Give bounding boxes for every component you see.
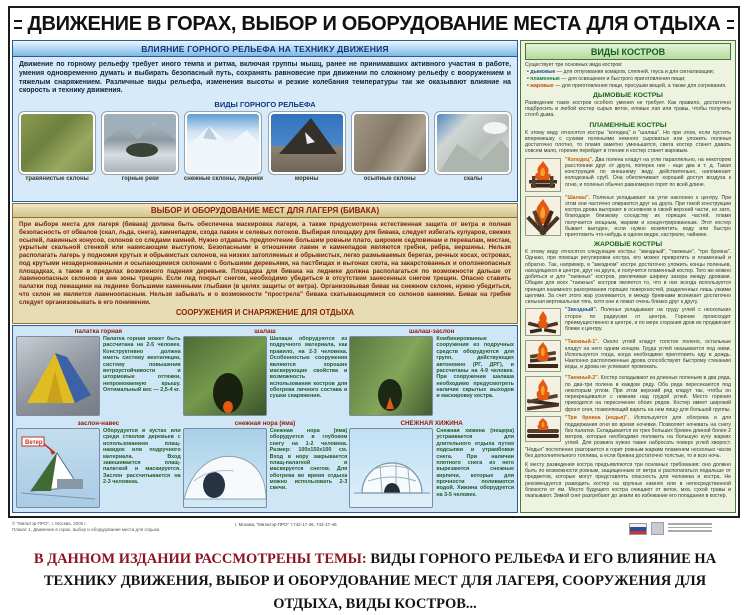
structure-hut	[183, 328, 348, 418]
scree-slopes-photo	[352, 112, 428, 174]
heat-fires-text: К этому виду относятся следующие костры: "звездный", "таежные", "три бревна". Однако, при помощи регулировки костра, его можно превратить в пламенный и обратно. Так, например, в "звездном" костре достаточно уложить концы поленьев, находящихся в центре, друг на друга, и получится пламенный костер. Того же можно добиться и для "таежных" костров, увеличивая ширину зазора между дровами. Общим для всех "таежных" костров является то, что в них всегда используется принцип взаимного разогревания горящих поверхностей, разделенных лишь узкими щелями. За счет этого жар усиливается, и между бревнами возникает достаточно сильная вертикальная тяга, хотя они и лежат очень близко друг к другу.	[525, 249, 731, 306]
fire-taiga1-item: "Таежный-1". Около углей кладут толстое полено, остальные кладут на него одним концом. Груда углей оказывается под ними. Используется тогда, когда необходимо приготовить еду в дождь. Наклонно расположенные дрова способствуют быстрому стеканию воды, и дрова не успевают промокать.	[525, 339, 731, 373]
caption-lead: В ДАННОМ ИЗДАНИИ РАССМОТРЕНЫ ТЕМЫ:	[33, 551, 367, 567]
bullet-smoke: • дымовые — для отпугивания комаров, слепней, гнуса и для сигнализации;	[527, 69, 715, 76]
fire-taiga2-item: "Таежный-2". Костер складывают из длинных поленьев в два ряда, по два-три полена в каждом ряду. Оба ряда пересекаются под некоторым углом. При этом верхний ряд кладут так, чтобы он перекрещивался с нижним над грудой углей. Место горения приходится на пересечение обоих рядов. Костер имеет широкий фронт огня, позволяющий варить на нем пищу для большой группы.	[525, 375, 731, 413]
bivouac-panel	[12, 203, 518, 324]
caption-body: ВИДЫ ГОРНОГО РЕЛЬЕФА И ЕГО ВЛИЯНИЕ НА ТЕХНИКУ ДВИЖЕНИЯ, ВЫБОР И ОБОРУДОВАНИЕ МЕСТ ДЛЯ ЛАГЕРЯ, СООРУЖЕНИЯ ДЛЯ ОТДЫХА, ВИДЫ КОСТРОВ...	[43, 551, 717, 612]
star-fire-icon	[525, 308, 561, 336]
rocks-photo	[435, 112, 511, 174]
structure-snow-burrow	[183, 420, 348, 510]
fires-header: ВИДЫ КОСТРОВ	[525, 43, 731, 60]
relief-type-scree	[350, 112, 430, 199]
structure-label: снежная нора (яма)	[234, 420, 296, 427]
bullet-flame: • пламенные — для освещения и быстрого приготовления пищи;	[527, 75, 686, 82]
russia-flag-icon	[629, 523, 647, 535]
mountain-tent-photo	[16, 336, 100, 416]
title-rule-left	[14, 20, 22, 29]
wind-label: Ветер	[25, 440, 43, 446]
structure-text: Снежная хижина (пещера) устраивается для длительного отдыха путем подсыпки и утрамбовки снега. При наличии плотного снега из него вырезаются снежные кирпичи, которые для прочности поливаются водой. Хижина оборудуется на 3-5 человек.	[436, 428, 514, 498]
photo-label: снежные склоны, ледники	[183, 176, 263, 183]
relief-intro-text: Движение по горному рельефу требует иного темпа и ритма, включая группы мышц, ранее не принимавших активного участия в работе, умения одновременно думать и выбирать безопасный путь, сохранять равновесие при движении по сложному рельефу с вооружением и тяжелым снаряжением. Различные виды рельефа, изменения высоты и резкие колебания температуры так же оказывают влияние на скорость и технику движения.	[19, 61, 511, 95]
fires-intro	[525, 62, 731, 89]
imprint-line-2: Плакат 1. Движение в горах, выбор и оборудование места для отдыха	[12, 526, 160, 532]
relief-type-rivers	[100, 112, 180, 199]
relief-panel	[12, 40, 518, 202]
structure-label: шалаш-заслон	[409, 328, 455, 335]
photo-label: осыпные склоны	[363, 176, 416, 183]
mountain-rivers-photo	[102, 112, 178, 174]
hut-screen-photo	[349, 336, 433, 416]
left-column	[12, 40, 518, 513]
photo-label: морены	[294, 176, 319, 183]
flame-fires-text: К этому виду относятся костры "колодец" и "шалаш". Но при этом, если пустить вперемешку с сухими поленьями немного сыроватых или уложить поленья достаточно плотно, то пламя заметно уменьшится, света костер станет давать совсем мало, горение перейдет в тление и костер станет жаровым.	[525, 129, 731, 155]
structure-text: Комбинированные сооружения из подручных средств оборудуются для групп, действующих автономно (РГ, ДРГ), и рассчитаны на 4-9 человек. При сооружении шалаша необходимо предусмотреть наличие скрытых выходов и маскировку костра.	[436, 336, 514, 400]
relief-type-moraine	[267, 112, 347, 199]
relief-header: ВЛИЯНИЕ ГОРНОГО РЕЛЬЕФА НА ТЕХНИКУ ДВИЖЕНИЯ	[13, 41, 517, 57]
three-logs-fire-icon	[525, 416, 561, 442]
fires-intro-line: Существует три основных вида костров:	[525, 62, 623, 68]
fire-well-item: "Колодец". Два полена кладут на угли параллельно, на некотором расстоянии друг от друга, поперек них - еще два и т. д. Такая конструкция по внешнему виду, действительно, напоминает колодезный сруб. Она обеспечивает хороший доступ воздуха к огню, и поленья обычно равномерно горят по всей длине.	[525, 157, 731, 193]
structure-snow-hut	[349, 420, 514, 510]
fires-outro: К месту разведения костра предъявляются три основных требования: оно должно быть по возможности ровным, защищенным от ветра и располагаться подальше от предметов, которые могут представлять опасность для человека и костра. Не рекомендуется разводить костер на крупных камнях или в непосредственной близости от ям. Место будущего костра очищают от веток, мха, сухой травы и окапывают. Зимой снег разгребают до земли во избежание его попадания в костер.	[525, 461, 731, 500]
fire-star-item: "Звездный". Поленья укладывают на груду углей с нескольких сторон по радиусам от центра. Горение происходит преимущественно в центре, и по мере сгорания дров их продвигают ближе к центру.	[525, 307, 731, 337]
taiga1-fire-icon	[525, 340, 561, 372]
imprint-left	[12, 521, 159, 533]
moraines-photo	[269, 112, 345, 174]
lean-to-diagram	[16, 428, 100, 508]
photo-label: скалы	[463, 176, 483, 183]
print-row	[10, 521, 740, 539]
publisher-logo-icon	[651, 522, 664, 535]
structure-text: Шалаши оборудуются из подручного материала, как правило, на 2-3 человека. Особенностью сооружения являются хорошие маскирующие свойства и возможность использования костров для обогрева личного состава и сушки снаряжения.	[269, 336, 348, 400]
bullet-heat: • жаровые — для приготовления пищи, просушки вещей, а также для согревания.	[527, 82, 727, 89]
structure-text: Оборудуется в кустах или среди стволов деревьев с использованием плащ-накидок или подручного материала. Вход завешивается плащ-палаткой и маскируется. Заслон рассчитывается на 2-3 человека.	[103, 428, 181, 485]
publisher-brand	[629, 521, 712, 535]
page-title: ДВИЖЕНИЕ В ГОРАХ, ВЫБОР И ОБОРУДОВАНИЕ МЕСТА ДЛЯ ОТДЫХА	[27, 13, 721, 35]
structure-lean-to	[16, 420, 181, 510]
bottom-caption	[15, 548, 735, 615]
grass-slopes-photo	[19, 112, 95, 174]
fires-bullet-list	[527, 69, 731, 89]
snow-slopes-photo	[185, 112, 261, 174]
relief-photo-row	[13, 110, 517, 201]
igloo-drawing	[349, 428, 433, 508]
structure-text: Палатка горная может быть рассчитана на 2-5 человек. Конструктивно должна иметь систему вентиляции, систему повышения ветроустойчивости и штормовые оттяжки, непромокаемую крышу. Оптимальный вес — 2,5-4 кг.	[103, 336, 181, 393]
photo-label: горные реки	[121, 176, 159, 183]
poster-title-row	[12, 9, 736, 40]
relief-type-grass	[17, 112, 97, 199]
imprint-line-1: © "Милитэр-ПРО", г. Москва, 2000 г.	[12, 521, 87, 526]
relief-types-header: ВИДЫ ГОРНОГО РЕЛЬЕФА	[214, 100, 316, 110]
credits-text	[668, 521, 712, 532]
structure-hut-screen	[349, 328, 514, 418]
bivouac-text: При выборе места для лагеря (бивака) должна быть обеспечена маскировка лагеря, а также предусмотрена естественная защита от ветра и полная безопасность от обвалов (скал, льда, снега), камнепадов, схода лавин и селевых потоков. Выбирая площадку для бивака, следует избегать кулуаров, свежих осыпей, лавинных конусов, склонов со следами камней. Нужно отдавать предпочтение большим ровным плато, широким седловинам и перевалам, местам, укрытым скальной стенкой или нависающим выступом. Безопасными в отношении лавин и камнепадов являются гребни, ребра, вершины. Нельзя располагать лагерь у подножия крутых и обрывистых склонов, на низких затопляемых и обрывистых, легко размываемых берегах, речных косах, островах, под крутыми незадернованными и осыпающимися склонами с большими деревьями, на пастбищах и выгонах скота, на закарстованных и оползнеопасных площадках, а также в пределах возможного падения деревьев. Площадка для бивака на леднике должна располагаться по возможности дальше от лавиноопасных склонов и вне зоны трещин. Если лед покрыт снегом, необходимо убедиться в отсутствии занесенных снегом трещин. Опасно ставить палатки под лежащими на леднике большими каменными глыбами (в целях защиты от ветра). Организовывая бивак на снежном склоне, нужно убедиться, что склон не является лавиноопасным. Нельзя забывать и о возможности "прострела" бивака скатывающимися со склонов камнями. Бивак на гребне следует организовывать в его понижении.	[19, 221, 511, 306]
structures-header: СООРУЖЕНИЯ И СНАРЯЖЕНИЕ ДЛЯ ОТДЫХА	[175, 308, 355, 318]
fires-column	[520, 40, 736, 513]
bivouac-header: ВЫБОР И ОБОРУДОВАНИЕ МЕСТ ДЛЯ ЛАГЕРЯ (БИВАКА)	[13, 204, 517, 218]
fire-three-logs-item: "Три бревна (нодья)". Используется для обогрева и для поддержания огня во время ночевки. Позволяет ночевать на снегу без палатки. Складывается из трех больших бревен длиной более 2 метров, которые необходимо положить на большую кучу жарких углей. Для розжига нужно также набросать поверх углей хворост. "Нодья" постепенно разгорается и горит ровным жарким пламенем несколько часов без дополнительного топлива, а если бревна достаточно толстые, то и всю ночь.	[525, 415, 731, 459]
relief-type-rock	[433, 112, 513, 199]
structure-label: палатка горная	[74, 328, 123, 335]
title-rule-right	[727, 20, 735, 29]
smoke-fires-header: ДЫМОВЫЕ КОСТРЫ	[593, 91, 663, 99]
taiga2-fire-icon	[525, 376, 561, 412]
snow-burrow-drawing	[183, 428, 267, 508]
structure-label: шалаш	[254, 328, 276, 335]
structure-label: СНЕЖНАЯ ХИЖИНА	[400, 420, 463, 427]
smoke-fires-text: Разведение таких костров особого умения не требует. Как правило, достаточно подбросить в любой костер сырых веток, еловых лап или травы, чтобы получить столб дыма.	[525, 99, 731, 119]
relief-type-snow	[183, 112, 263, 199]
well-fire-icon	[525, 158, 561, 192]
heat-fires-header: ЖАРОВЫЕ КОСТРЫ	[593, 241, 663, 249]
teepee-fire-icon	[525, 196, 561, 236]
imprint-center: г. Москва, "Милитэр-ПРО" т.742-17-46, 742-17-46	[235, 522, 337, 527]
structure-text: Снежная нора (яма) оборудуется в глубоком снегу на 1-2 человека. Размер: 100х150х100 см. Вход в нору закрывается плащ-палаткой и маскируется снегом. Для обогрева во время отдыха можно использовать 2-3 свечи.	[269, 428, 348, 492]
structures-grid	[12, 325, 518, 513]
structure-mountain-tent	[16, 328, 181, 418]
structure-label: заслон-навес	[77, 420, 120, 427]
poster-panel	[8, 6, 740, 518]
photo-label: травянистые склоны	[25, 176, 89, 183]
hut-photo	[183, 336, 267, 416]
fire-teepee-item: "Шалаш". Поленья укладывают на угли наклонно к центру. При этом они частично опираются друг на друга. При такой конструкции костра дрова выгорают в основном в своей верхней части, но зато, благодаря близкому соседству их горящих частей, пламя получается мощным, жарким и концентрированным. Этот костер бывает выгоден, если нужно вскипятить воду или быстро приготовить что-нибудь в одном ведре, кастрюле, чайнике.	[525, 195, 731, 239]
flame-fires-header: ПЛАМЕННЫЕ КОСТРЫ	[589, 121, 667, 129]
